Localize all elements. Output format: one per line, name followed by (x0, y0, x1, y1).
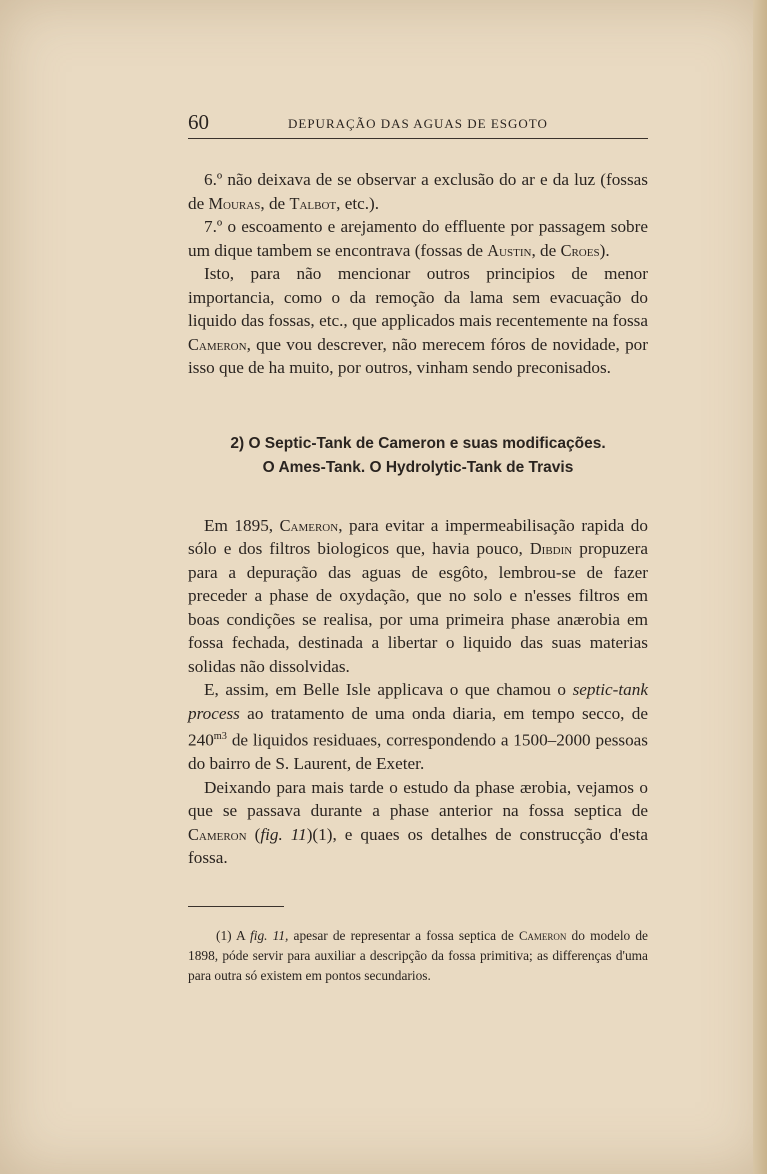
running-title: DEPURAÇÃO DAS AGUAS DE ESGOTO (288, 116, 548, 131)
paragraph-belle-isle (188, 678, 648, 776)
author-name: Cameron (188, 334, 247, 354)
author-name: Mouras (208, 193, 261, 213)
text-span: apesar de representar a fossa septica de (288, 928, 519, 943)
page-number: 60 (188, 110, 209, 134)
footnote (188, 926, 648, 986)
paragraph-deixando (188, 776, 648, 870)
main-text (188, 168, 648, 870)
text-span: (1) A (216, 928, 251, 943)
author-name: Croes (560, 240, 600, 260)
footnote-text (188, 926, 648, 986)
text-span: E, assim, em Belle Isle applicava o que chamou o (204, 680, 573, 699)
page-edge (753, 0, 767, 1174)
text-span: propuzera para a depuração das aguas de esgôto, lembrou-se de fazer preceder a phase de oxydação, que no solo e n'esses filtros em boas condições se realisa, por uma primeira phase anærobia em fossa fechada, destinada a libertar o liquido das suas materias solidas não dissolvidas. (188, 539, 648, 676)
figure-reference: fig. 11, (250, 928, 289, 943)
text-span: , etc.). (336, 193, 380, 213)
text-span: ). (599, 240, 610, 260)
text-span: Deixando para mais tarde o estudo da phase ærobia, vejamos o que se passava durante a phase anterior na fossa septica de (188, 777, 648, 821)
text-span: , que vou descrever, não merecem fóros de novidade, por isso que de ha muito, por outros, vinham sendo preconisados. (188, 334, 648, 377)
section-heading (188, 432, 648, 480)
text-span: 6.º não deixava de se observar a exclusão do ar e da luz (fossas de (188, 170, 648, 213)
paragraph-isto (188, 262, 648, 380)
paragraph-item-6 (188, 168, 648, 215)
figure-reference: fig. 11 (260, 824, 307, 844)
text-span: , de (531, 240, 561, 260)
text-span: , para evitar a impermeabilisação rapida do sólo e dos filtros biologicos que, havia pouco, (188, 515, 648, 558)
author-name: Cameron (279, 515, 339, 535)
text-span: Isto, para não mencionar outros principios de menor importancia, como o da remoção da lama sem evacuação do liquido das fossas, etc., que applicados mais recentemente na fossa (188, 264, 648, 330)
text-span: 7.º o escoamento e arejamento do effluente por passagem sobre um dique tambem se encontrava (fossas de (188, 217, 648, 260)
unit-superscript: m3 (213, 731, 227, 742)
author-name: Cameron (188, 824, 247, 844)
text-span: de liquidos residuaes, correspondendo a 1500–2000 pessoas do bairro de S. Laurent, de Exeter. (188, 730, 648, 774)
text-span: Em 1895, (204, 515, 280, 535)
text-span: )(1), e quaes os detalhes de construcção d'esta fossa. (188, 824, 648, 868)
section-heading-line-1: 2) O Septic-Tank de Cameron e suas modificações. (230, 434, 606, 452)
paragraph-em-1895 (188, 514, 648, 679)
author-name: Talbot (289, 193, 337, 213)
text-span: , de (260, 193, 290, 213)
page-header (188, 108, 648, 139)
text-span: do modelo de 1898, póde servir para auxiliar a descripção da fossa primitiva; as differenças d'uma para outra só existem em pontos secundarios. (188, 928, 648, 983)
paragraph-item-7 (188, 215, 648, 262)
italic-term: septic-tank process (188, 680, 648, 723)
author-name: Austin (487, 240, 532, 260)
author-name: Cameron (518, 929, 567, 943)
section-heading-line-2: O Ames-Tank. O Hydrolytic-Tank de Travis (262, 458, 574, 476)
author-name: Dibdin (529, 539, 573, 558)
text-span: ao tratamento de uma onda diaria, em tempo secco, de 240 (188, 703, 648, 750)
footnote-rule (188, 906, 284, 907)
text-span: ( (246, 824, 261, 844)
